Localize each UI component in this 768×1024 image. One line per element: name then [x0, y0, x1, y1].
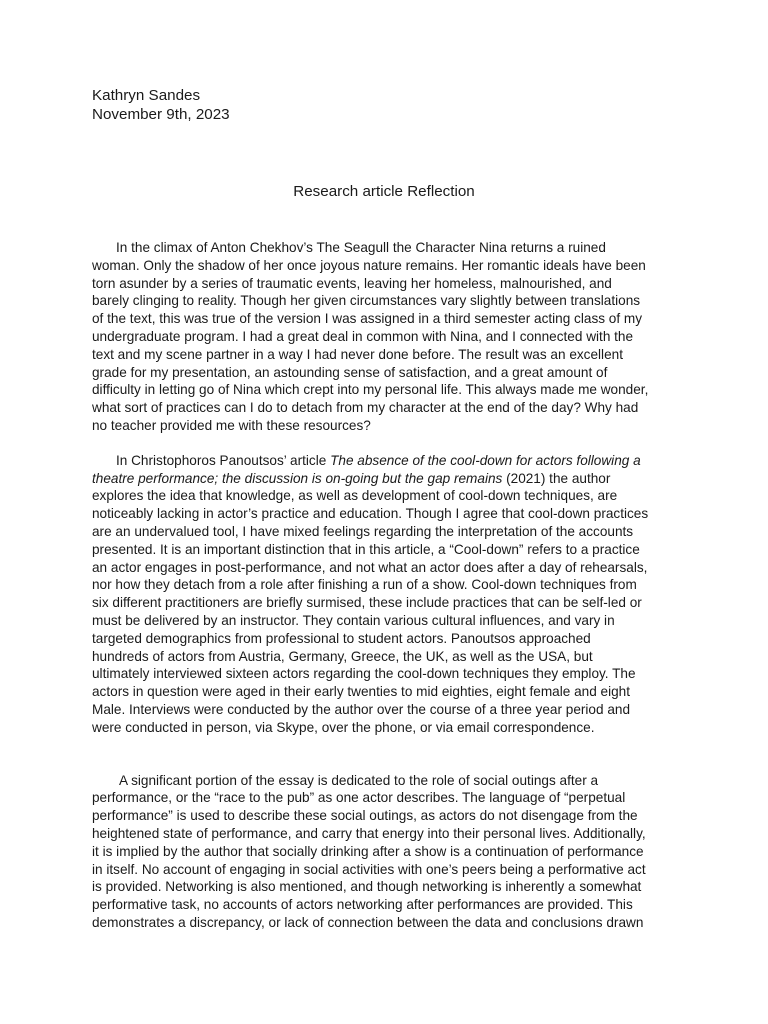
paragraph-line: demonstrates a discrepancy, or lack of connection between the data and conclusions drawn: [92, 914, 644, 930]
paragraph-line: actors in question were aged in their early twenties to mid eighties, eight female and eight: [92, 684, 631, 700]
document-title: Research article Reflection: [293, 183, 475, 200]
paragraph-line: nor how they detach from a role after finishing a run of a show. Cool-down techniques from: [92, 577, 637, 593]
paragraph-line: noticeably lacking in actor’s practice and education. Though I agree that cool-down practices: [92, 506, 649, 522]
paragraph-line: an actor engages in post-performance, and not what an actor does after a day of rehearsals,: [92, 559, 648, 575]
paragraph-line: heightened state of performance, and carry that energy into their personal lives. Additionally,: [92, 825, 646, 841]
paragraph-line: are an undervalued tool, I have mixed feelings regarding the interpretation of the accounts: [92, 523, 634, 539]
paragraph-line: grade for my presentation, an astounding sense of satisfaction, and a great amount of: [92, 364, 608, 380]
paragraph-line: ultimately interviewed sixteen actors regarding the cool-down techniques they employ. The: [92, 666, 636, 682]
paragraph-3: [92, 772, 676, 932]
paragraph-line: in itself. No account of engaging in social activities with one’s peers being a performative act: [92, 861, 646, 877]
paragraph-line: [92, 452, 676, 470]
paragraph-line: [92, 470, 676, 488]
paragraph-line: performance” is used to describe these social outings, as actors do not disengage from the: [92, 808, 638, 824]
paragraph-line: performance, or the “race to the pub” as one actor describes. The language of “perpetual: [92, 790, 626, 806]
document-date: November 9th, 2023: [92, 106, 230, 123]
paragraph-line: barely clinging to reality. Though her given circumstances vary slightly between translations: [92, 293, 641, 309]
paragraph-line: is provided. Networking is also mentioned, and though networking is inherently a somewhat: [92, 879, 642, 895]
paragraph-line: explores the idea that knowledge, as well as development of cool-down techniques, are: [92, 488, 618, 504]
author-name: Kathryn Sandes: [92, 87, 201, 104]
paragraph-line: text and my scene partner in a way I had never done before. The result was an excellent: [92, 346, 623, 362]
paragraph-line: of the text, this was true of the version I was assigned in a third semester acting class of my: [92, 311, 643, 327]
paragraph-text: (2021) the author: [502, 470, 611, 486]
paragraph-line: woman. Only the shadow of her once joyous nature remains. Her romantic ideals have been: [92, 257, 646, 273]
paragraph-line: targeted demographics from professional to student actors. Panoutsos approached: [92, 630, 591, 646]
paragraph-line: presented. It is an important distinction that in this article, a “Cool-down” refers to a practice: [92, 541, 640, 557]
paragraph-line: it is implied by the author that socially drinking after a show is a continuation of performance: [92, 843, 644, 859]
paragraph-line: were conducted in person, via Skype, over the phone, or via email correspondence.: [92, 719, 595, 735]
paragraph-line: In the climax of Anton Chekhov’s The Seagull the Character Nina returns a ruined: [116, 240, 606, 255]
paragraph-text: In Christophoros Panoutsos’ article: [116, 452, 331, 468]
article-title: theatre performance; the discussion is on-going but the gap remains: [92, 470, 503, 486]
article-title: The absence of the cool-down for actors following a: [330, 452, 641, 468]
paragraph-line: must be delivered by an instructor. They contain various cultural influences, and vary in: [92, 612, 615, 628]
paragraph-line: no teacher provided me with these resources?: [92, 417, 371, 433]
paragraph-line: six different practitioners are briefly surmised, these include practices that can be self-led or: [92, 595, 642, 611]
paragraph-line: what sort of practices can I do to detach from my character at the end of the day? Why had: [92, 400, 639, 416]
paragraph-line: torn asunder by a series of traumatic events, leaving her homeless, malnourished, and: [92, 275, 612, 291]
paragraph-line: A significant portion of the essay is dedicated to the role of social outings after a: [119, 772, 599, 788]
paragraph-line: hundreds of actors from Austria, Germany, Greece, the UK, as well as the USA, but: [92, 648, 593, 664]
paragraph-line: performative task, no accounts of actors networking after performances are provided. This: [92, 897, 633, 913]
paragraph-1: [92, 239, 676, 435]
paragraph-line: Male. Interviews were conducted by the author over the course of a three year period and: [92, 701, 631, 717]
document-page: [92, 86, 676, 932]
paragraph-2: [92, 452, 676, 737]
paragraph-line: undergraduate program. I had a great deal in common with Nina, and I connected with the: [92, 328, 634, 344]
paragraph-line: difficulty in letting go of Nina which crept into my personal life. This always made me wonder,: [92, 382, 649, 398]
